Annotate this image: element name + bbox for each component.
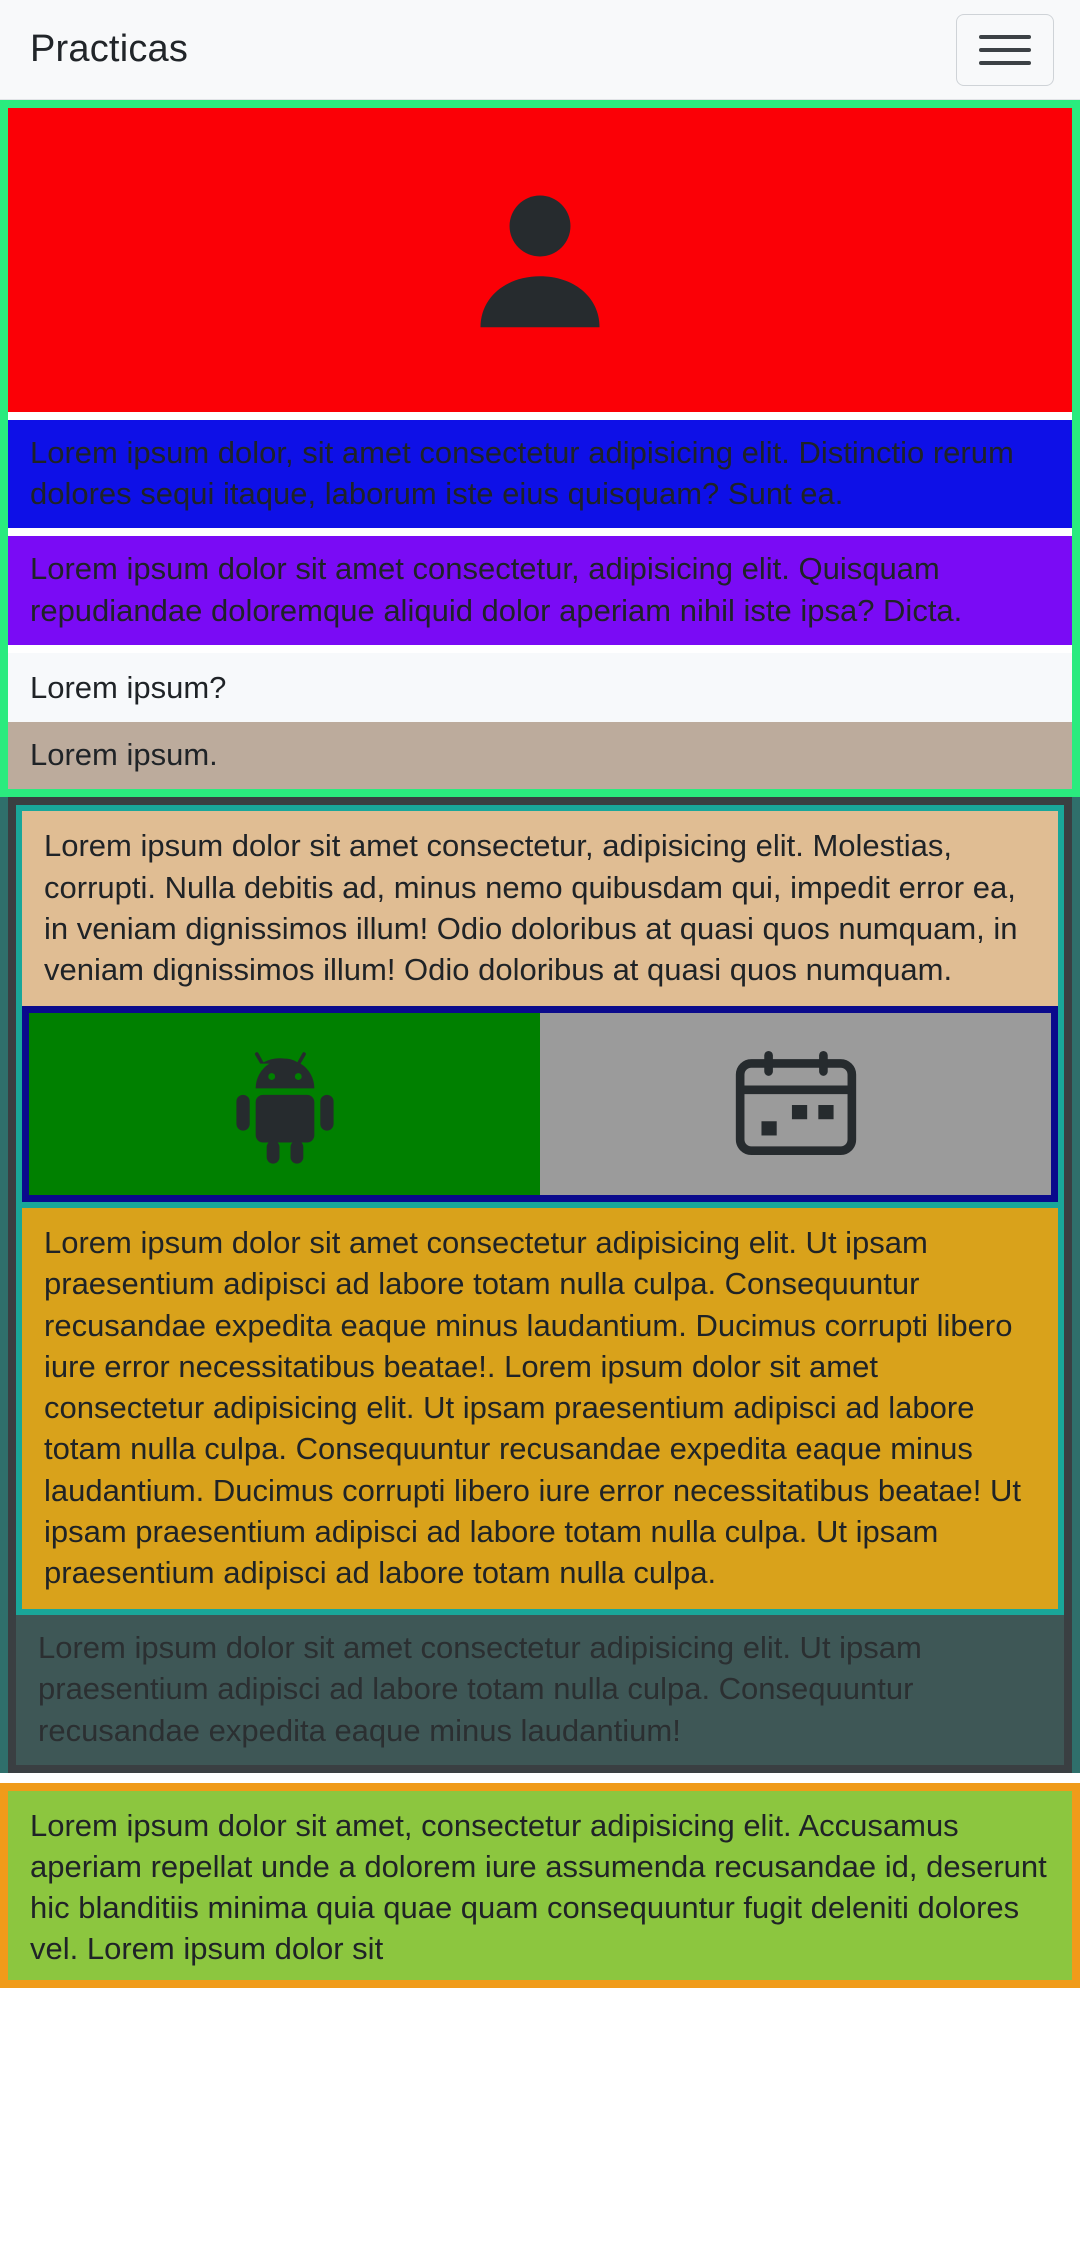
gold-paragraph: Lorem ipsum dolor sit amet consectetur adipisicing elit. Ut ipsam praesentium adipisci ad labore totam nulla culpa. Consequuntur recusandae expedita eaque minus laudantium. Ducimus corrupti libero iure error necessitatibus beatae!. Lorem ipsum dolor sit amet consectetur adipisicing elit. Ut ipsam praesentium adipisci ad labore totam nulla culpa. Consequuntur recusandae expedita eaque minus laudantium. Ducimus corrupti libero iure error necessitatibus beatae! Ut ipsam praesentium adipisci ad labore totam nulla culpa. Ut ipsam praesentium adipisci ad labore totam nulla culpa. (22, 1208, 1058, 1609)
hamburger-icon-line (979, 48, 1031, 52)
gold-paragraph-frame (16, 1208, 1064, 1615)
spacer (8, 412, 1072, 420)
person-icon (455, 175, 625, 345)
green-frame-section (0, 100, 1080, 797)
sand-paragraph-frame (16, 805, 1064, 1208)
android-logo-image[interactable] (29, 1013, 540, 1195)
spacer (8, 645, 1072, 653)
hamburger-icon-line (979, 61, 1031, 65)
teal-frame-section (0, 797, 1080, 1773)
calendar-image[interactable] (540, 1013, 1051, 1195)
hamburger-menu-button[interactable] (956, 14, 1054, 86)
page-title: Practicas (30, 28, 189, 70)
dark-frame-section (8, 797, 1072, 1773)
image-row (22, 1006, 1058, 1202)
spacer (8, 528, 1072, 536)
hamburger-icon-line (979, 35, 1031, 39)
slate-paragraph: Lorem ipsum dolor sit amet consectetur adipisicing elit. Ut ipsam praesentium adipisci ad labore totam nulla culpa. Consequuntur recusandae expedita eaque minus laudantium! (16, 1615, 1064, 1765)
top-navbar (0, 0, 1080, 100)
answer-text: Lorem ipsum. (8, 722, 1072, 789)
violet-paragraph: Lorem ipsum dolor sit amet consectetur, adipisicing elit. Quisquam repudiandae doloremque aliquid dolor aperiam nihil iste ipsa? Dicta. (8, 536, 1072, 644)
spacer (0, 1773, 1080, 1783)
blue-paragraph: Lorem ipsum dolor, sit amet consectetur adipisicing elit. Distinctio rerum dolores sequi itaque, laborum iste eius quisquam? Sunt ea. (8, 420, 1072, 528)
avatar-banner (8, 108, 1072, 412)
orange-frame-section (0, 1783, 1080, 1988)
lime-paragraph: Lorem ipsum dolor sit amet, consectetur adipisicing elit. Accusamus aperiam repellat unde a dolorem iure assumenda recusandae id, deserunt hic blanditiis minima quia quae quam consequuntur fugit deleniti dolores vel. Lorem ipsum dolor sit (8, 1791, 1072, 1980)
sand-paragraph: Lorem ipsum dolor sit amet consectetur, adipisicing elit. Molestias, corrupti. Nulla debitis ad, minus nemo quibusdam qui, impedit error ea, in veniam dignissimos illum! Odio doloribus at quasi quos numquam, in veniam dignissimos illum! Odio doloribus at quasi quos numquam. (22, 811, 1058, 1006)
question-text: Lorem ipsum? (8, 653, 1072, 722)
